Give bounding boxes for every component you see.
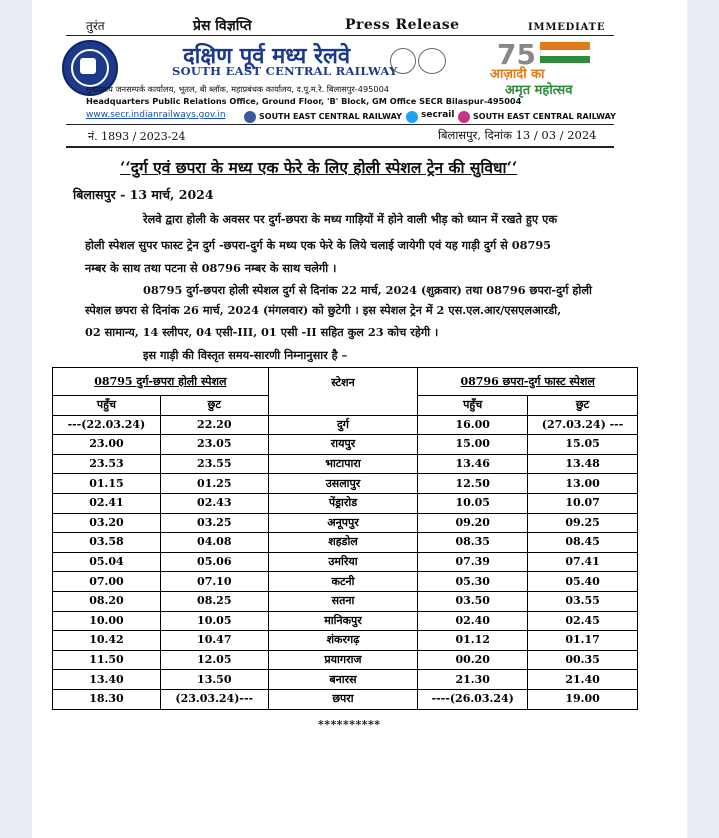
departure-left-cell: 23.55	[160, 454, 268, 474]
table-row	[53, 435, 638, 455]
station-name-cell: प्रयागराज	[268, 650, 418, 670]
departure-label-right: छुट	[528, 396, 638, 416]
arrival-right-cell: 15.00	[418, 435, 528, 455]
arrival-left-cell: 07.00	[53, 572, 161, 592]
schedule-intro: इस गाड़ी की विस्तृत समय-सारणी निम्नानुसार है –	[143, 348, 348, 362]
website-link[interactable]: www.secr.indianrailways.gov.in	[86, 110, 226, 120]
departure-left-cell: 07.10	[160, 572, 268, 592]
header-bottom-rule	[66, 124, 614, 125]
left-train-header: 08795 दुर्ग-छपरा होली स्पेशल	[53, 368, 269, 396]
departure-left-cell: (23.03.24)---	[160, 689, 268, 709]
table-row	[53, 631, 638, 651]
arrival-right-cell: 13.46	[418, 454, 528, 474]
place-date: बिलासपुर, दिनांक 13 / 03 / 2024	[438, 128, 597, 142]
departure-left-cell: 04.08	[160, 533, 268, 553]
arrival-right-cell: 21.30	[418, 670, 528, 690]
arrival-right-cell: 16.00	[418, 415, 528, 435]
departure-left-cell: 12.05	[160, 650, 268, 670]
arrival-right-cell: 02.40	[418, 611, 528, 631]
arrival-right-cell: 00.20	[418, 650, 528, 670]
table-row	[53, 533, 638, 553]
arrival-left-cell: 11.50	[53, 650, 161, 670]
address-hindi: मुख्यालय जनसम्पर्क कार्यालय, भूतल, बी ब्लॉक, महाप्रबंधक कार्यालय, द.पू.म.रे. बिलासपुर-495004	[86, 84, 390, 94]
arrival-left-cell: 10.42	[53, 631, 161, 651]
arrival-left-cell: ---(22.03.24)	[53, 415, 161, 435]
departure-left-cell: 22.20	[160, 415, 268, 435]
departure-right-cell: 08.45	[528, 533, 638, 553]
table-row	[53, 670, 638, 690]
press-release-hindi: प्रेस विज्ञप्ति	[193, 18, 252, 34]
station-name-cell: शहडोल	[268, 533, 418, 553]
station-name-cell: शंकरगढ़	[268, 631, 418, 651]
arrival-label-right: पहुँच	[418, 396, 528, 416]
end-mark: **********	[318, 718, 381, 731]
table-row	[53, 689, 638, 709]
arrival-right-cell: 12.50	[418, 474, 528, 494]
departure-left-cell: 10.47	[160, 631, 268, 651]
twitter-handle: secrail	[421, 110, 455, 120]
address-english: Headquarters Public Relations Office, Ground Floor, 'B' Block, GM Office SECR Bilaspur-495004	[86, 96, 522, 106]
station-name-cell: उमरिया	[268, 552, 418, 572]
flag-saffron-icon	[540, 42, 590, 50]
table-row	[53, 552, 638, 572]
arrival-left-cell: 10.00	[53, 611, 161, 631]
para1-line2: होली स्पेशल सुपर फास्ट ट्रेन दुर्ग -छपरा-दुर्ग के मध्य एक फेरे के लिये चलाई जायेगी एवं यह गाड़ी दुर्ग से 08795	[85, 238, 552, 252]
station-name-cell: कटनी	[268, 572, 418, 592]
para2-line2: स्पेशल छपरा से दिनांक 26 मार्च, 2024 (मंगलवार) को छुटेगी । इस स्पेशल ट्रेन में 2 एस.एल.आर/एसएलआरडी,	[85, 303, 562, 317]
reference-number: नं. 1893 / 2023-24	[88, 130, 186, 143]
departure-right-cell: 19.00	[528, 689, 638, 709]
station-name-cell: पेंड्रारोड	[268, 493, 418, 513]
ref-bottom-rule	[66, 146, 614, 148]
table-row	[53, 474, 638, 494]
table-row	[53, 493, 638, 513]
arrival-left-cell: 03.20	[53, 513, 161, 533]
departure-right-cell: 21.40	[528, 670, 638, 690]
departure-right-cell: (27.03.24) ---	[528, 415, 638, 435]
arrival-right-cell: 01.12	[418, 631, 528, 651]
dateline: बिलासपुर - 13 मार्च, 2024	[73, 187, 214, 202]
facebook-icon	[244, 111, 256, 123]
station-name-cell: दुर्ग	[268, 415, 418, 435]
arrival-right-cell: ----(26.03.24)	[418, 689, 528, 709]
departure-right-cell: 02.45	[528, 611, 638, 631]
arrival-label-left: पहुँच	[53, 396, 161, 416]
arrival-right-cell: 08.35	[418, 533, 528, 553]
table-row	[53, 415, 638, 435]
departure-left-cell: 03.25	[160, 513, 268, 533]
departure-right-cell: 01.17	[528, 631, 638, 651]
azadi-line1: आज़ादी का	[490, 67, 545, 82]
departure-left-cell: 08.25	[160, 591, 268, 611]
right-train-header: 08796 छपरा-दुर्ग फास्ट स्पेशल	[418, 368, 638, 396]
mission-stamp-icon	[418, 48, 446, 74]
departure-right-cell: 00.35	[528, 650, 638, 670]
arrival-left-cell: 08.20	[53, 591, 161, 611]
arrival-left-cell: 13.40	[53, 670, 161, 690]
departure-right-cell: 10.07	[528, 493, 638, 513]
arrival-left-cell: 03.58	[53, 533, 161, 553]
twitter-icon	[406, 111, 418, 123]
station-name-cell: बनारस	[268, 670, 418, 690]
departure-right-cell: 09.25	[528, 513, 638, 533]
station-name-cell: छपरा	[268, 689, 418, 709]
para2-line3: 02 सामान्य, 14 स्लीपर, 04 एसी-III, 01 एसी -II सहित कुल 23 कोच रहेगी ।	[85, 325, 439, 339]
top-rule	[66, 35, 614, 36]
arrival-left-cell: 18.30	[53, 689, 161, 709]
departure-right-cell: 15.05	[528, 435, 638, 455]
arrival-left-cell: 01.15	[53, 474, 161, 494]
arrival-right-cell: 03.50	[418, 591, 528, 611]
press-release-english: Press Release	[345, 17, 460, 33]
para1-line1: रेलवे द्वारा होली के अवसर पर दुर्ग-छपरा के मध्य गाड़ियों में होने वाली भीड़ को ध्यान में रखते हुए एक	[143, 212, 558, 226]
arrival-right-cell: 07.39	[418, 552, 528, 572]
departure-label-left: छुट	[160, 396, 268, 416]
departure-right-cell: 13.48	[528, 454, 638, 474]
departure-left-cell: 10.05	[160, 611, 268, 631]
station-name-cell: उसलापुर	[268, 474, 418, 494]
arrival-left-cell: 05.04	[53, 552, 161, 572]
departure-left-cell: 13.50	[160, 670, 268, 690]
departure-right-cell: 05.40	[528, 572, 638, 592]
flag-green-icon	[540, 56, 590, 63]
table-row	[53, 650, 638, 670]
table-row	[53, 591, 638, 611]
org-name-hindi: दक्षिण पूर्व मध्य रेलवे	[183, 43, 351, 69]
departure-left-cell: 23.05	[160, 435, 268, 455]
station-header: स्टेशन	[268, 368, 418, 416]
departure-left-cell: 05.06	[160, 552, 268, 572]
departure-left-cell: 02.43	[160, 493, 268, 513]
arrival-left-cell: 23.53	[53, 454, 161, 474]
station-name-cell: रायपुर	[268, 435, 418, 455]
arrival-left-cell: 23.00	[53, 435, 161, 455]
departure-right-cell: 07.41	[528, 552, 638, 572]
arrival-left-cell: 02.41	[53, 493, 161, 513]
instagram-icon	[458, 111, 470, 123]
para1-line3: नम्बर के साथ तथा पटना से 08796 नम्बर के साथ चलेगी ।	[85, 261, 337, 275]
para2-line1: 08795 दुर्ग-छपरा होली स्पेशल दुर्ग से दिनांक 22 मार्च, 2024 (शुक्रवार) तथा 08796 छपरा-दुर्ग होली	[143, 283, 592, 297]
instagram-handle: SOUTH EAST CENTRAL RAILWAY	[473, 112, 616, 121]
table-row	[53, 572, 638, 592]
departure-right-cell: 03.55	[528, 591, 638, 611]
document-title: ‘‘दुर्ग एवं छपरा के मध्य एक फेरे के लिए होली स्पेशल ट्रेन की सुविधा‘‘	[120, 158, 518, 177]
table-row	[53, 513, 638, 533]
station-name-cell: सतना	[268, 591, 418, 611]
azadi-75-mark: 75	[497, 38, 536, 71]
departure-right-cell: 13.00	[528, 474, 638, 494]
timetable	[52, 367, 638, 710]
urgent-label: तुरंत	[86, 19, 105, 33]
station-name-cell: अनूपपुर	[268, 513, 418, 533]
station-name-cell: मानिकपुर	[268, 611, 418, 631]
station-name-cell: भाटापारा	[268, 454, 418, 474]
table-row	[53, 611, 638, 631]
arrival-right-cell: 10.05	[418, 493, 528, 513]
arrival-right-cell: 09.20	[418, 513, 528, 533]
table-row	[53, 454, 638, 474]
org-name-english: SOUTH EAST CENTRAL RAILWAY	[172, 64, 398, 78]
emblem-stamp-icon	[390, 48, 416, 74]
arrival-right-cell: 05.30	[418, 572, 528, 592]
facebook-handle: SOUTH EAST CENTRAL RAILWAY	[259, 112, 402, 121]
azadi-line2: अमृत महोत्सव	[505, 83, 573, 98]
departure-left-cell: 01.25	[160, 474, 268, 494]
immediate-label: IMMEDIATE	[528, 22, 606, 33]
